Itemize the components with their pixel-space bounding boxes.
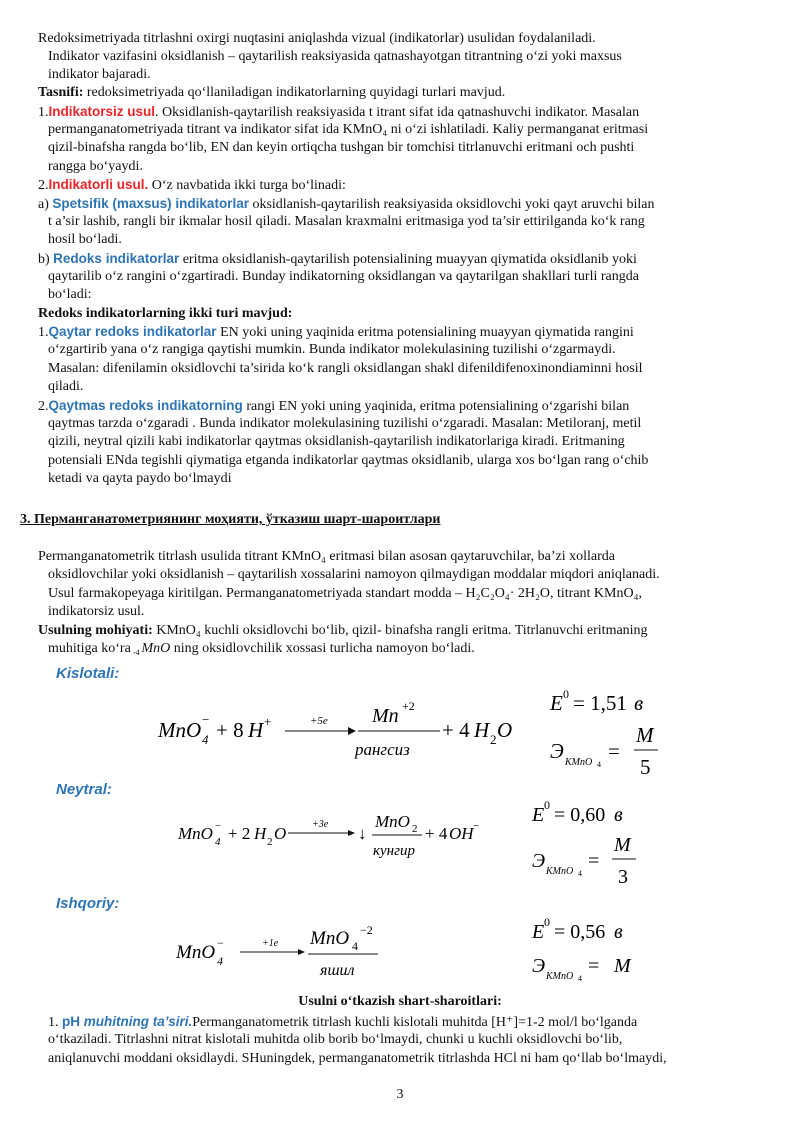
paragraph-line: permanganatometriyada titrant va indikator sifat ida KMnO₄ ni o‘zi ishlatiladi. Kaliy permanganat eritmasi xyxy=(48,122,649,137)
svg-text:MnO: MnO xyxy=(176,942,216,963)
paragraph-line: qizili, neytral qizili kabi indikatorlar qaytmas oksidlanish-qaytarilish indikatorlariga kiradi. Eritmaning xyxy=(48,434,625,449)
list-number: 2. xyxy=(38,178,49,193)
acidic-reaction-equation xyxy=(150,672,670,782)
svg-text:=: = xyxy=(588,850,600,872)
svg-text:=: = xyxy=(588,955,600,977)
svg-text:4: 4 xyxy=(202,732,209,747)
list-number: 1. xyxy=(38,325,49,340)
list-text: Permanganatometrik titrlash kuchli kislotali muhitda [H⁺]=1-2 mol/l bo‘lganda xyxy=(192,1015,638,1030)
paragraph-line: Usul farmakopeyaga kiritilgan. Permanganatometriyada standart modda – H₂C₂O₄· 2H₂O, titrant KMnO₄, xyxy=(48,586,642,601)
svg-text:−: − xyxy=(215,820,222,832)
svg-text:+2: +2 xyxy=(402,699,415,713)
paragraph-line: ketadi va qayta paydo bo‘lmaydi xyxy=(48,471,232,486)
list-number: 1. xyxy=(38,105,49,120)
svg-text:O: O xyxy=(497,718,513,742)
svg-text:+: + xyxy=(264,714,272,729)
term-indicatorless: Indikatorsiz usul xyxy=(48,104,156,119)
svg-text:+ 4: + 4 xyxy=(442,718,470,742)
paragraph-line: indikatorsiz usul. xyxy=(48,604,145,619)
list-text: rangi EN yoki uning yaqinida, eritma potensialining o‘zgarishi bilan xyxy=(242,399,630,414)
svg-text:MnO: MnO xyxy=(375,812,410,831)
term-specific-indicators: Spetsifik (maxsus) indikatorlar xyxy=(52,196,249,211)
conditions-subtitle: Usulni o‘tkazish shart-sharoitlari: xyxy=(298,994,502,1009)
paragraph-line: Permanganatometrik titrlash usulida titrant KMnO₄ eritmasi bilan asosan qaytaruvchilar, ba’zi xollarda xyxy=(38,549,615,564)
svg-text:4: 4 xyxy=(578,974,582,983)
essence-line xyxy=(38,622,648,640)
paragraph-line: aniqlanuvchi moddani oksidlaydi. SHuningdek, permanganatometrik titrlashda HCl ni ham qo‘llab bo‘lmaydi, xyxy=(48,1051,667,1066)
formula-label-acidic: Kislotali: xyxy=(56,665,120,682)
svg-text:5: 5 xyxy=(640,755,651,779)
svg-text:MnO: MnO xyxy=(178,824,213,843)
svg-text:M: M xyxy=(614,834,631,856)
formula-label-alkaline: Ishqoriy: xyxy=(56,895,120,912)
svg-text:+ 4: + 4 xyxy=(425,824,448,843)
classification-label: Tasnifi: xyxy=(38,85,84,100)
paragraph-line: qaytmas tarzda o‘zgaradi . Bunda indikator molekulasining tuzilishi o‘zgaradi. Masalan: Metiloranj, metil xyxy=(48,416,642,431)
svg-text:Э: Э xyxy=(532,955,546,977)
list-item xyxy=(38,176,346,195)
svg-text:H: H xyxy=(248,718,264,742)
svg-text:4: 4 xyxy=(578,869,582,878)
svg-text:MnO: MnO xyxy=(310,928,350,949)
paragraph-line: Redoksimetriyada titrlashni oxirgi nuqtasini aniqlashda vizual (indikatorlar) usulidan foydalaniladi. xyxy=(38,31,596,46)
list-text: . Oksidlanish-qaytarilish reaksiyasida t itrant sifat ida qatnashuvchi indikator. Masalan xyxy=(155,105,640,120)
essence-label: Usulning mohiyati: xyxy=(38,623,153,638)
svg-text:= 1,51: = 1,51 xyxy=(573,691,627,715)
term-reversible-indicators: Qaytar redoks indikatorlar xyxy=(48,324,217,339)
svg-text:4: 4 xyxy=(215,836,221,848)
text-run: muhitiga ko‘ra xyxy=(48,641,131,656)
formula-label-neutral: Neytral: xyxy=(56,781,112,798)
classification-text: redoksimetriyada qo‘llaniladigan indikatorlarning quyidagi turlari mavjud. xyxy=(83,85,506,100)
paragraph-line: rangga bo‘yaydi. xyxy=(48,159,143,174)
page-number: 3 xyxy=(396,1087,404,1102)
svg-text:M: M xyxy=(636,723,654,747)
svg-text:H: H xyxy=(474,718,490,742)
svg-text:3: 3 xyxy=(618,866,628,888)
svg-text:+ 2: + 2 xyxy=(228,824,251,843)
paragraph-line: t a’sir lashib, rangli bir ikmalar hosil qiladi. Masalan kraxmalni eritmasiga yod ta’sir ettirilganda ko‘k rang xyxy=(48,214,645,229)
list-text: O‘z navbatida ikki turga bo‘linadi: xyxy=(148,178,346,193)
svg-text:2: 2 xyxy=(490,732,497,747)
svg-text:OH: OH xyxy=(449,824,474,843)
paragraph-line: Masalan: difenilamin oksidlovchi ta’sirida ko‘k rangli oksidlangan shakl difenildifenoxinondiaminni hosil xyxy=(48,361,643,376)
paragraph-line: potensiali ENda tegishli qiymatiga etganda indikatorlar qaytmas oksidlanib, ularga xos bo‘lgan rang o‘chib xyxy=(48,453,649,468)
paragraph-line: indikator bajaradi. xyxy=(48,67,151,82)
classification-line xyxy=(38,84,505,102)
svg-text:−: − xyxy=(473,820,480,832)
paragraph-line xyxy=(48,640,475,662)
svg-text:E: E xyxy=(532,804,545,826)
svg-text:KMnO: KMnO xyxy=(565,757,593,768)
list-text: EN yoki uning yaqinida eritma potensialining muayyan qiymatida rangini xyxy=(216,325,634,340)
list-number: 1. xyxy=(48,1015,62,1030)
paragraph-line: o‘zgartirib yana o‘z rangiga qaytishi mumkin. Bunda indikator molekulasining tuzilishi o‘zgarmaydi. xyxy=(48,342,616,357)
paragraph-line: qizil-binafsha rangda bo‘lib, EN dan keyin ortiqcha tushgan bir tomchisi titrlanuvchi eritmani och pushti xyxy=(48,140,635,155)
paragraph-line: bo‘ladi: xyxy=(48,287,92,302)
paragraph-line: o‘tkaziladi. Titrlashni nitrat kislotali muhitda olib borib bo‘lmaydi, chunki u kuchli oksidlovchi bo‘lib, xyxy=(48,1032,623,1047)
list-item xyxy=(38,103,639,122)
svg-text:= 0,60: = 0,60 xyxy=(554,804,606,826)
svg-text:Mn: Mn xyxy=(372,705,399,727)
essence-text: KMnO₄ kuchli oksidlovchi bo‘lib, qizil- binafsha rangli eritma. Titrlanuvchi eritmaning xyxy=(152,623,648,638)
alkaline-reaction-equation xyxy=(170,910,650,990)
svg-text:в: в xyxy=(614,921,623,943)
svg-text:0: 0 xyxy=(544,915,550,929)
svg-text:−2: −2 xyxy=(360,923,373,937)
svg-text:KMnO: KMnO xyxy=(546,971,574,982)
svg-text:4: 4 xyxy=(217,954,223,968)
list-marker: a) xyxy=(38,197,53,212)
svg-text:Э: Э xyxy=(532,850,546,872)
list-item xyxy=(38,397,629,416)
paragraph-line: hosil bo‘ladi. xyxy=(48,232,122,247)
svg-text:рангсиз: рангсиз xyxy=(355,740,410,759)
svg-text:2: 2 xyxy=(412,823,418,835)
svg-text:E: E xyxy=(550,691,563,715)
section-title: 3. Перманганатометриянинг моҳияти, ўтказиш шарт-шароитлари xyxy=(20,512,441,527)
term-indicator-method: Indikatorli usul. xyxy=(48,177,149,192)
svg-text:MnO: MnO xyxy=(158,718,202,742)
svg-text:0: 0 xyxy=(544,798,550,812)
svg-text:−: − xyxy=(217,936,224,950)
charge-subscript: -4 xyxy=(130,648,142,657)
term-medium-effect: muhitning ta’siri. xyxy=(80,1014,193,1029)
svg-text:E: E xyxy=(532,921,545,943)
svg-text:+1e: +1e xyxy=(262,938,279,949)
paragraph-line: qaytarilib o‘z rangini o‘zgartiradi. Bunday indikatorning oksidlangan va qaytarilgan shakllari turli rangda xyxy=(48,269,639,284)
svg-text:M: M xyxy=(614,955,631,977)
svg-text:O: O xyxy=(274,824,287,843)
svg-text:2: 2 xyxy=(267,836,273,848)
list-text: eritma oksidlanish-qaytarilish potensialining muayyan qiymatida oksidlanib yoki xyxy=(179,252,637,267)
svg-text:H: H xyxy=(254,824,267,843)
svg-text:4: 4 xyxy=(352,939,358,953)
svg-text:в: в xyxy=(634,691,644,715)
svg-text:4: 4 xyxy=(597,760,601,769)
term-redox-indicators: Redoks indikatorlar xyxy=(53,251,180,266)
list-item xyxy=(48,1013,637,1032)
list-marker: b) xyxy=(38,252,54,267)
text-run: ning oksidlovchilik xossasi turlicha namoyon bo‘ladi. xyxy=(170,641,475,656)
svg-text:Э: Э xyxy=(550,739,564,763)
svg-text:↓: ↓ xyxy=(358,824,367,843)
list-item xyxy=(38,195,654,214)
bold-heading: Redoks indikatorlarning ikki turi mavjud: xyxy=(38,306,293,321)
paragraph-line: oksidlovchilar yoki oksidlanish – qaytarilish xossalarini namoyon qilmaydigan moddalar miqdori aniqlanadi. xyxy=(48,567,660,582)
svg-text:+3e: +3e xyxy=(312,819,329,830)
paragraph-line: Indikator vazifasini oksidlanish – qaytarilish reaksiyasida qatnashayotgan titrantning o‘zi yoki maxsus xyxy=(48,49,622,64)
svg-text:−: − xyxy=(202,712,210,727)
list-text: oksidlanish-qaytarilish reaksiyasida oksidlovchi yoki qayt aruvchi bilan xyxy=(248,197,655,212)
svg-text:= 0,56: = 0,56 xyxy=(554,921,606,943)
term-ph: pH xyxy=(62,1014,80,1029)
neutral-reaction-equation xyxy=(170,795,650,895)
text-run: MnO xyxy=(141,641,171,656)
svg-text:+5e: +5e xyxy=(310,715,328,727)
svg-text:+ 8: + 8 xyxy=(216,718,244,742)
svg-text:кунгир: кунгир xyxy=(373,843,415,859)
svg-text:=: = xyxy=(608,739,620,763)
svg-text:яшил: яшил xyxy=(320,962,355,979)
paragraph-line: qiladi. xyxy=(48,379,84,394)
list-item xyxy=(38,250,637,269)
svg-text:KMnO: KMnO xyxy=(546,866,574,877)
svg-text:в: в xyxy=(614,804,623,826)
list-number: 2. xyxy=(38,399,49,414)
term-irreversible-indicators: Qaytmas redoks indikatorning xyxy=(48,398,243,413)
svg-text:0: 0 xyxy=(563,687,569,701)
list-item xyxy=(38,323,634,342)
